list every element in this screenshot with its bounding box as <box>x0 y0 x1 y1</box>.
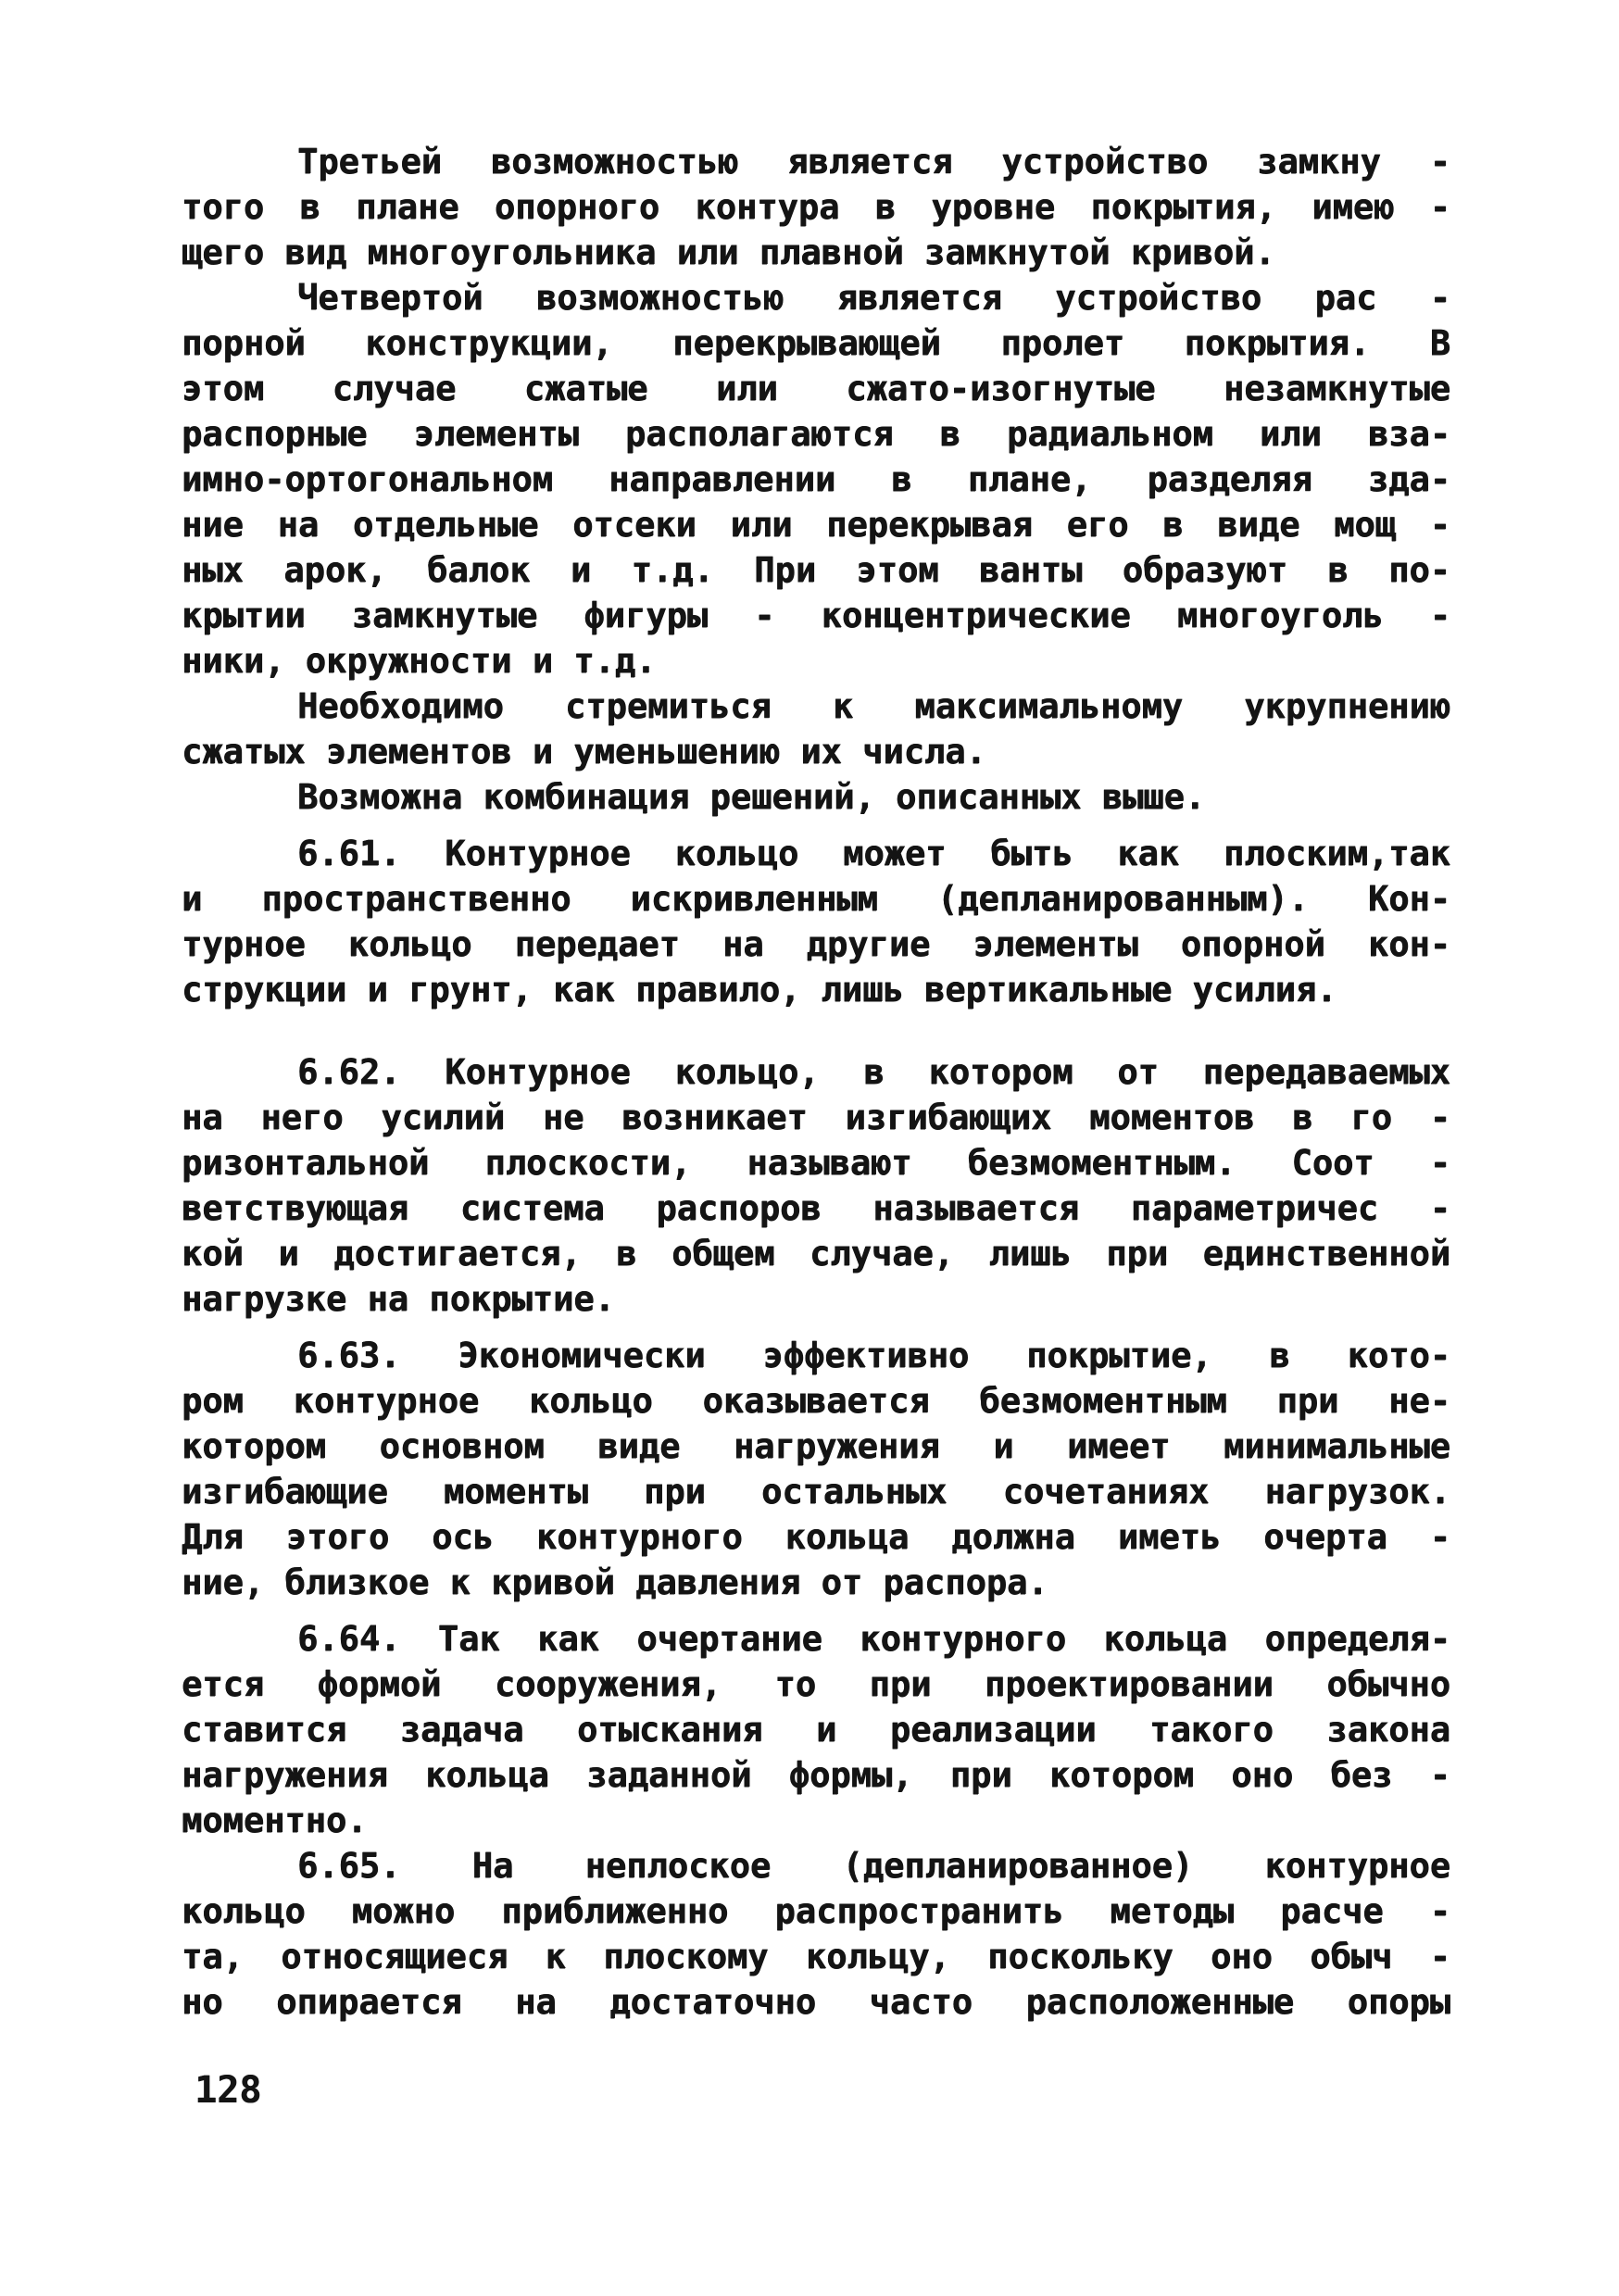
text-line: 6.62. Контурное кольцо, в котором от передаваемых <box>297 1052 1450 1092</box>
text-line: турное кольцо передает на другие элементы опорной кон- <box>182 924 1450 964</box>
text-line: порной конструкции, перекрывающей пролет покрытия. В <box>182 323 1450 363</box>
text-line: кой и достигается, в общем случае, лишь при единственной <box>182 1234 1450 1273</box>
text-line: сжатых элементов и уменьшению их числа. <box>182 732 986 772</box>
spacer <box>182 820 1450 831</box>
text-line: щего вид многоугольника или плавной замкнутой кривой. <box>182 232 1275 272</box>
text-line: ние на отдельные отсеки или перекрывая его в виде мощ - <box>182 505 1450 545</box>
page-body <box>182 139 1450 2025</box>
text-line: кольцо можно приближенно распространить методы расче - <box>182 1891 1450 1931</box>
spacer <box>182 1605 1450 1616</box>
text-line: распорные элементы располагаются в радиальном или вза- <box>182 414 1450 454</box>
text-line: ром контурное кольцо оказывается безмоментным при не- <box>182 1381 1450 1421</box>
text-line: ние, близкое к кривой давления от распора. <box>182 1562 1048 1602</box>
spacer <box>182 1012 1450 1049</box>
paragraph <box>182 684 1450 774</box>
text-line: имно-ортогональном направлении в плане, разделяя зда- <box>182 459 1450 499</box>
paragraph-6-62 <box>182 1049 1450 1322</box>
text-line: струкции и грунт, как правило, лишь вертикальные усилия. <box>182 970 1337 1010</box>
text-line: ных арок, балок и т.д. При этом ванты образуют в по- <box>182 550 1450 590</box>
text-line: 6.61. Контурное кольцо может быть как плоским,так <box>297 834 1450 873</box>
text-line: 6.64. Так как очертание контурного кольца определя- <box>297 1619 1450 1659</box>
text-line: крытии замкнутые фигуры - концентрические многоуголь - <box>182 596 1450 635</box>
text-line: ставится задача отыскания и реализации такого закона <box>182 1710 1450 1750</box>
text-line: 6.65. На неплоское (депланированное) контурное <box>297 1846 1450 1886</box>
text-line: Для этого ось контурного кольца должна иметь очерта - <box>182 1517 1450 1557</box>
text-line: и пространственно искривленным (депланированным). Кон- <box>182 879 1450 919</box>
text-line: Третьей возможностью является устройство замкну - <box>297 142 1450 182</box>
page-number: 128 <box>195 2069 262 2112</box>
text-line: ветствующая система распоров называется параметричес - <box>182 1188 1450 1228</box>
paragraph-6-61 <box>182 831 1450 1012</box>
paragraph <box>182 774 1450 820</box>
text-line: нагрузке на покрытие. <box>182 1279 615 1319</box>
text-line: ется формой сооружения, то при проектировании обычно <box>182 1664 1450 1704</box>
text-line: но опирается на достаточно часто расположенные опоры <box>182 1982 1450 2022</box>
text-line: Возможна комбинация решений, описанных выше. <box>297 777 1206 817</box>
text-line: на него усилий не возникает изгибающих моментов в го - <box>182 1098 1450 1137</box>
text-line: моментно. <box>182 1800 368 1840</box>
paragraph-6-64 <box>182 1616 1450 1843</box>
text-line: этом случае сжатые или сжато-изогнутые незамкнутые <box>182 369 1450 408</box>
text-line: та, относящиеся к плоскому кольцу, поскольку оно обыч - <box>182 1937 1450 1976</box>
spacer <box>182 1322 1450 1333</box>
text-line: ники, окружности и т.д. <box>182 641 657 681</box>
text-line: ризонтальной плоскости, называют безмоментным. Соот - <box>182 1143 1450 1183</box>
text-line: изгибающие моменты при остальных сочетаниях нагрузок. <box>182 1472 1450 1512</box>
paragraph-6-65 <box>182 1843 1450 2025</box>
text-line: Четвертой возможностью является устройство рас - <box>297 278 1450 318</box>
paragraph <box>182 139 1450 275</box>
text-line: Необходимо стремиться к максимальному укрупнению <box>297 686 1450 726</box>
text-line: 6.63. Экономически эффективно покрытие, в кото- <box>297 1336 1450 1375</box>
text-line: того в плане опорного контура в уровне покрытия, имею - <box>182 187 1450 227</box>
text-line: котором основном виде нагружения и имеет минимальные <box>182 1426 1450 1466</box>
paragraph <box>182 275 1450 684</box>
paragraph-6-63 <box>182 1333 1450 1605</box>
text-line: нагружения кольца заданной формы, при котором оно без - <box>182 1755 1450 1795</box>
